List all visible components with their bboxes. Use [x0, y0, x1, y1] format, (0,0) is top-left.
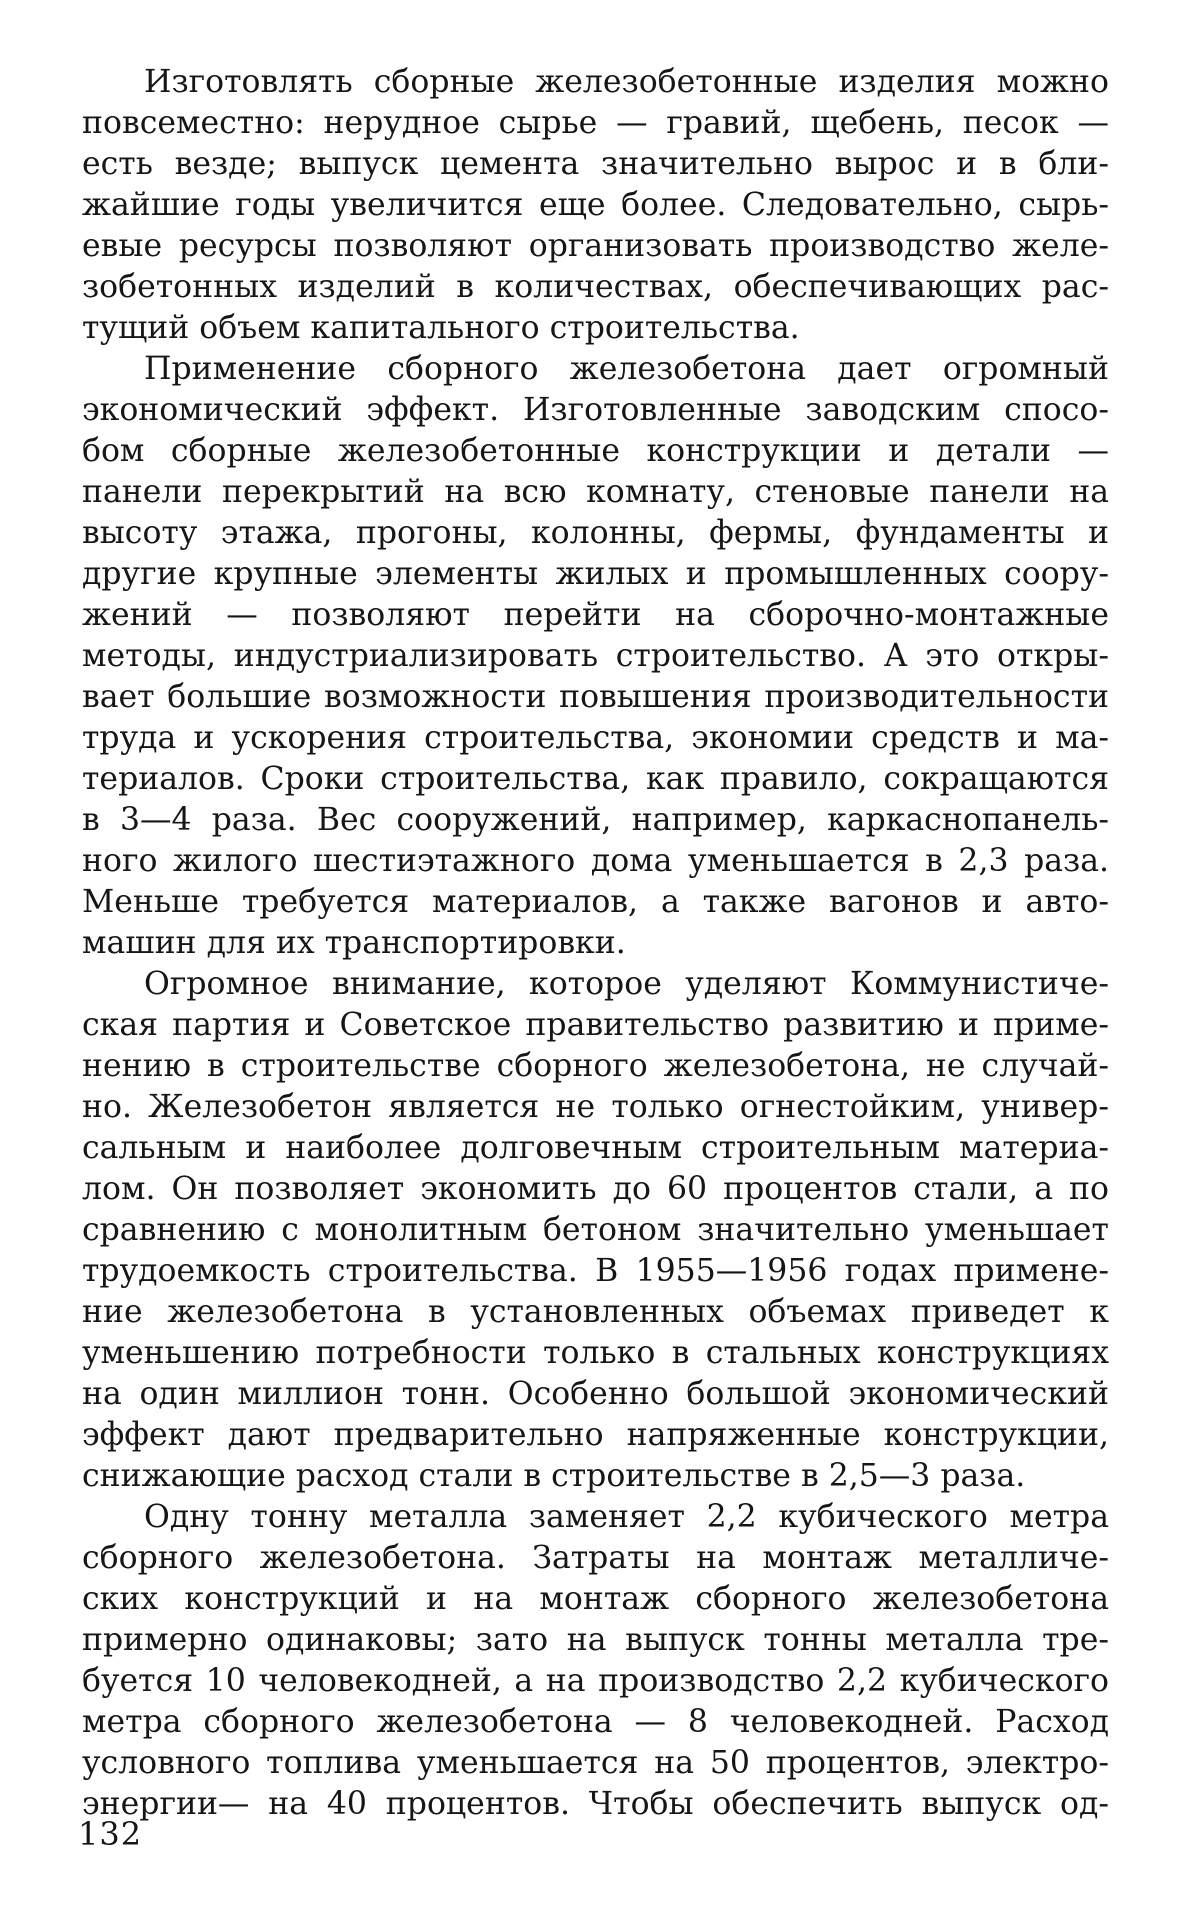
- text-line: но. Железобетон является не только огнестойким, универ-: [82, 1089, 1109, 1125]
- text-line: высоту этажа, прогоны, колонны, фермы, фундаменты и: [82, 515, 1109, 551]
- text-line: примерно одинаковы; зато на выпуск тонны металла тре-: [82, 1622, 1109, 1658]
- text-line: труда и ускорения строительства, экономии средств и ма-: [82, 720, 1109, 756]
- text-line: ного жилого шестиэтажного дома уменьшается в 2,3 раза.: [82, 843, 1109, 879]
- paragraph-4: [82, 1497, 1109, 1825]
- text-line: бом сборные железобетонные конструкции и детали —: [82, 433, 1109, 469]
- page-number: 132: [78, 1815, 143, 1853]
- page-body: [82, 62, 1109, 1825]
- paragraph-1: [82, 62, 1109, 349]
- text-line: сальным и наиболее долговечным строительным материа-: [82, 1130, 1109, 1166]
- text-line: трудоемкость строительства. В 1955—1956 годах примене-: [82, 1253, 1109, 1289]
- text-line: зобетонных изделий в количествах, обеспечивающих рас-: [82, 269, 1109, 305]
- paragraph-2: [82, 349, 1109, 964]
- text-line: евые ресурсы позволяют организовать производство желе-: [82, 228, 1109, 264]
- text-line: на один миллион тонн. Особенно большой экономический: [82, 1376, 1109, 1412]
- text-line: Огромное внимание, которое уделяют Коммунистиче-: [144, 966, 1109, 1002]
- text-line: Применение сборного железобетона дает огромный: [144, 351, 1109, 387]
- text-line: есть везде; выпуск цемента значительно вырос и в бли-: [82, 146, 1109, 182]
- text-line: тущий объем капитального строительства.: [82, 310, 800, 346]
- text-line: вает большие возможности повышения производительности: [82, 679, 1109, 715]
- text-line: сравнению с монолитным бетоном значительно уменьшает: [82, 1212, 1109, 1248]
- text-line: энергии— на 40 процентов. Чтобы обеспечить выпуск од-: [82, 1786, 1109, 1822]
- text-line: жайшие годы увеличится еще более. Следовательно, сырь-: [82, 187, 1109, 223]
- text-line: териалов. Сроки строительства, как правило, сокращаются: [82, 761, 1109, 797]
- text-line: машин для их транспортировки.: [82, 925, 626, 961]
- text-line: панели перекрытий на всю комнату, стеновые панели на: [82, 474, 1109, 510]
- text-line: ских конструкций и на монтаж сборного железобетона: [82, 1581, 1109, 1617]
- text-line: уменьшению потребности только в стальных конструкциях: [82, 1335, 1109, 1371]
- text-line: другие крупные элементы жилых и промышленных соору-: [82, 556, 1109, 592]
- text-line: жений — позволяют перейти на сборочно-монтажные: [82, 597, 1109, 633]
- text-line: методы, индустриализировать строительство. А это откры-: [82, 638, 1109, 674]
- text-line: Одну тонну металла заменяет 2,2 кубического метра: [144, 1499, 1109, 1535]
- text-line: снижающие расход стали в строительстве в 2,5—3 раза.: [82, 1458, 1026, 1494]
- text-line: повсеместно: нерудное сырье — гравий, щебень, песок —: [82, 105, 1109, 141]
- text-line: экономический эффект. Изготовленные заводским спосо-: [82, 392, 1109, 428]
- text-line: буется 10 человекодней, а на производство 2,2 кубического: [82, 1663, 1109, 1699]
- text-line: нению в строительстве сборного железобетона, не случай-: [82, 1048, 1109, 1084]
- text-line: метра сборного железобетона — 8 человекодней. Расход: [82, 1704, 1109, 1740]
- text-line: ние железобетона в установленных объемах приведет к: [82, 1294, 1109, 1330]
- text-line: условного топлива уменьшается на 50 процентов, электро-: [82, 1745, 1109, 1781]
- text-line: в 3—4 раза. Вес сооружений, например, каркаснопанель-: [82, 802, 1109, 838]
- text-line: эффект дают предварительно напряженные конструкции,: [82, 1417, 1109, 1453]
- text-line: сборного железобетона. Затраты на монтаж металличе-: [82, 1540, 1109, 1576]
- text-line: лом. Он позволяет экономить до 60 процентов стали, а по: [82, 1171, 1109, 1207]
- paragraph-3: [82, 964, 1109, 1497]
- text-line: Изготовлять сборные железобетонные изделия можно: [144, 64, 1109, 100]
- text-line: ская партия и Советское правительство развитию и приме-: [82, 1007, 1109, 1043]
- text-line: Меньше требуется материалов, а также вагонов и авто-: [82, 884, 1109, 920]
